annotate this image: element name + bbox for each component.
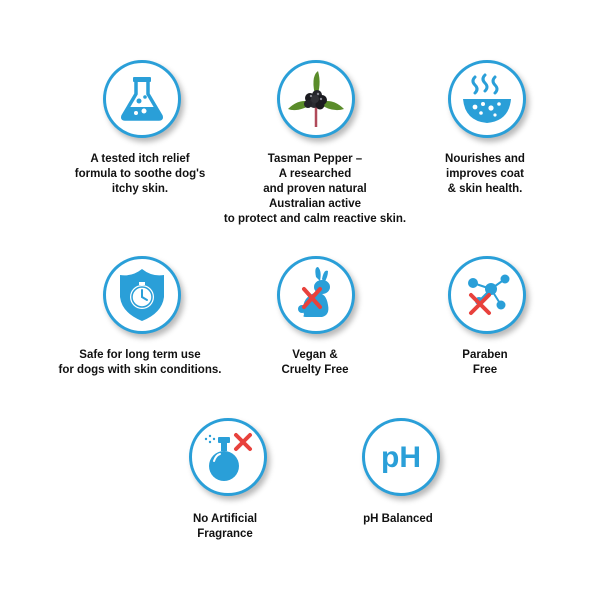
caption-line: & skin health. [447, 183, 523, 195]
ph-icon [365, 421, 437, 493]
caption-line: Tasman Pepper – [267, 153, 363, 165]
feature-caption [40, 348, 240, 378]
ph-badge [362, 418, 440, 496]
no-rabbit-icon [280, 259, 352, 331]
rabbit-badge [277, 256, 355, 334]
caption-line: and proven natural [263, 183, 367, 195]
caption-line: Nourishes and [445, 153, 525, 165]
coat-badge [448, 60, 526, 138]
caption-line: itchy skin. [111, 183, 169, 195]
ph-badge-text: pH [381, 441, 421, 474]
shield-clock-icon [106, 259, 178, 331]
no-fragrance-spray-icon [192, 421, 264, 493]
feature-caption [50, 152, 230, 197]
caption-line: A tested itch relief [90, 153, 190, 165]
caption-line: Vegan & [292, 349, 338, 361]
caption-line: pH Balanced [363, 513, 433, 525]
feature-caption [323, 512, 473, 527]
caption-line: formula to soothe dog's [74, 168, 206, 180]
caption-line: No Artificial [192, 513, 258, 525]
feature-caption [150, 512, 300, 542]
flask-icon [106, 63, 178, 135]
feature-caption [410, 348, 560, 378]
flask-badge [103, 60, 181, 138]
fragrance-badge [189, 418, 267, 496]
feature-caption [240, 348, 390, 378]
feature-caption [410, 152, 560, 197]
caption-line: Australian active [268, 198, 362, 210]
caption-line: Free [472, 364, 498, 376]
caption-line: Safe for long term use [79, 349, 201, 361]
feature-caption [205, 152, 425, 227]
caption-line: A researched [278, 168, 352, 180]
paraben-badge [448, 256, 526, 334]
coat-health-icon [451, 63, 523, 135]
no-paraben-molecule-icon [451, 259, 523, 331]
caption-line: Fragrance [197, 528, 253, 540]
caption-line: Cruelty Free [281, 364, 349, 376]
shield-badge [103, 256, 181, 334]
caption-line: improves coat [446, 168, 524, 180]
caption-line: Paraben [462, 349, 508, 361]
pepper-plant-icon [280, 63, 352, 135]
caption-line: for dogs with skin conditions. [58, 364, 222, 376]
pepper-badge [277, 60, 355, 138]
caption-line: to protect and calm reactive skin. [223, 213, 407, 225]
